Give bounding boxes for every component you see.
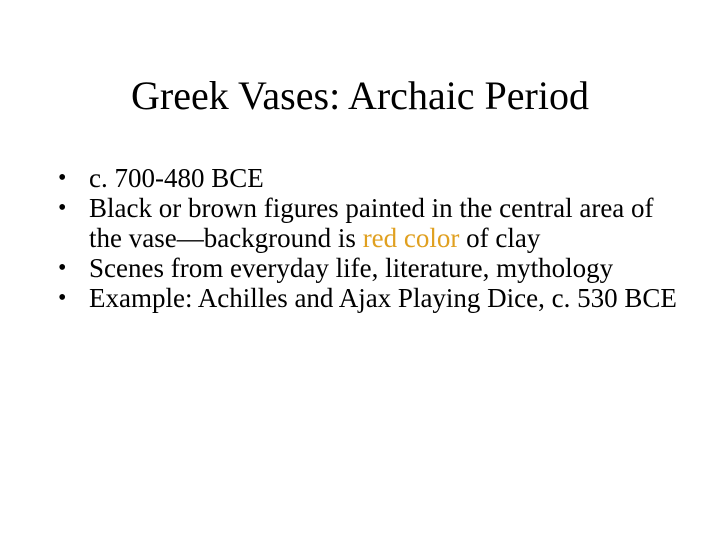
bullet-item-figures xyxy=(58,193,678,253)
bullet-list xyxy=(58,163,678,313)
bullet-text-before: Black or brown figures painted in the central area of the vase—background is xyxy=(89,193,654,253)
bullet-icon: • xyxy=(58,255,67,281)
bullet-item-scenes xyxy=(58,253,678,283)
bullet-text: Example: Achilles and Ajax Playing Dice, c. 530 BCE xyxy=(89,283,677,313)
bullet-text-after: of clay xyxy=(459,223,541,253)
bullet-text: c. 700-480 BCE xyxy=(89,163,264,193)
bullet-icon: • xyxy=(58,285,67,311)
bullet-icon: • xyxy=(58,195,67,221)
highlight-text: red color xyxy=(362,223,460,253)
bullet-text: Scenes from everyday life, literature, mythology xyxy=(89,253,614,283)
bullet-item-example xyxy=(58,283,678,313)
bullet-item-date xyxy=(58,163,678,193)
slide-title: Greek Vases: Archaic Period xyxy=(130,73,589,118)
bullet-icon: • xyxy=(58,165,67,191)
